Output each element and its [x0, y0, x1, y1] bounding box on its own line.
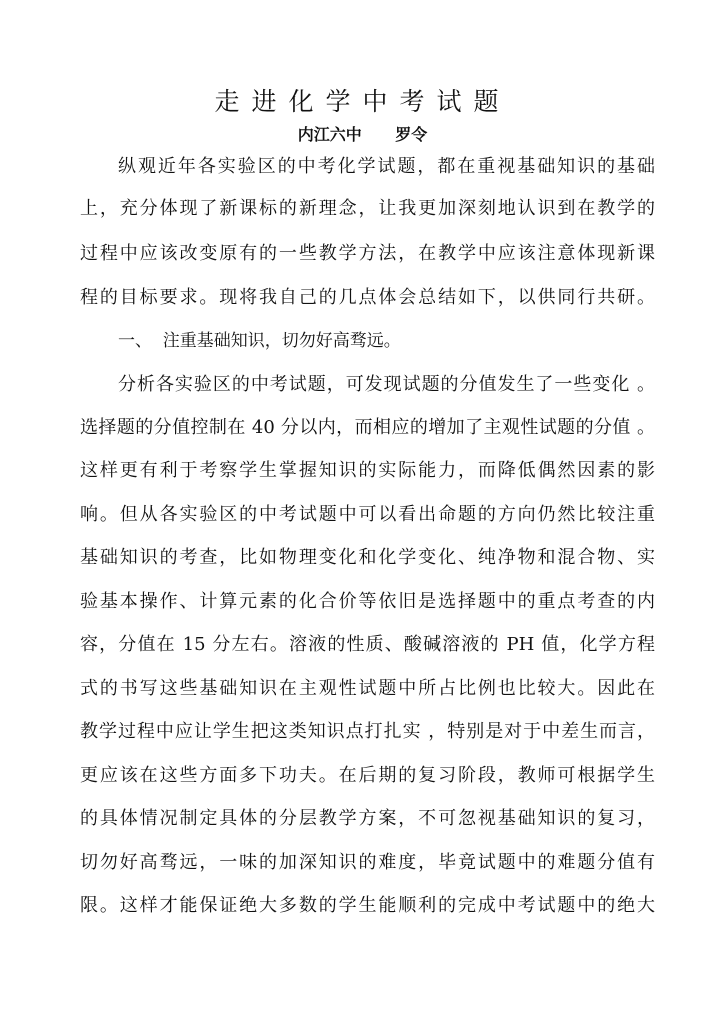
paragraph-line: 基础知识的考查，比如物理变化和化学变化、纯净物和混合物、实: [80, 547, 655, 568]
paragraph-line: 程的目标要求。现将我自己的几点体会总结如下，以供同行共研。: [80, 287, 655, 308]
document-author: 内江六中 罗令: [297, 125, 428, 144]
paragraph-line: 纵观近年各实验区的中考化学试题，都在重视基础知识的基础: [118, 156, 655, 177]
paragraph-line: 教学过程中应让学生把这类知识点打扎实 ，特别是对于中差生而言，: [80, 721, 655, 742]
paragraph-line: 这样更有利于考察学生掌握知识的实际能力，而降低偶然因素的影: [80, 460, 655, 481]
document-title: 走进化学中考试题: [214, 87, 511, 116]
paragraph-line: 响。但从各实验区的中考试题中可以看出命题的方向仍然比较注重: [80, 504, 655, 525]
paragraph-line: 验基本操作、计算元素的化合价等依旧是选择题中的重点考查的内: [80, 591, 655, 612]
paragraph-line: 限。这样才能保证绝大多数的学生能顺利的完成中考试题中的绝大: [80, 895, 655, 916]
paragraph-line: 式的书写这些基础知识在主观性试题中所占比例也比较大。因此在: [80, 678, 655, 699]
paragraph-line: 过程中应该改变原有的一些教学方法，在教学中应该注意体现新课: [80, 243, 655, 264]
paragraph-line: 分析各实验区的中考试题，可发现试题的分值发生了一些变化 。: [118, 374, 655, 395]
paragraph-line: 更应该在这些方面多下功夫。在后期的复习阶段，教师可根据学生: [80, 765, 655, 786]
paragraph-line: 上，充分体现了新课标的新理念，让我更加深刻地认识到在教学的: [80, 198, 655, 219]
paragraph-line: 切勿好高骛远，一味的加深知识的难度，毕竟试题中的难题分值有: [80, 852, 655, 873]
paragraph-line: 选择题的分值控制在 40 分以内，而相应的增加了主观性试题的分值 。: [80, 417, 655, 438]
paragraph-line: 的具体情况制定具体的分层教学方案，不可忽视基础知识的复习，: [80, 808, 655, 829]
paragraph-line: 容，分值在 15 分左右。溶液的性质、酸碱溶液的 PH 值，化学方程: [80, 634, 655, 655]
section-heading: 一、 注重基础知识，切勿好高骛远。: [118, 331, 401, 351]
